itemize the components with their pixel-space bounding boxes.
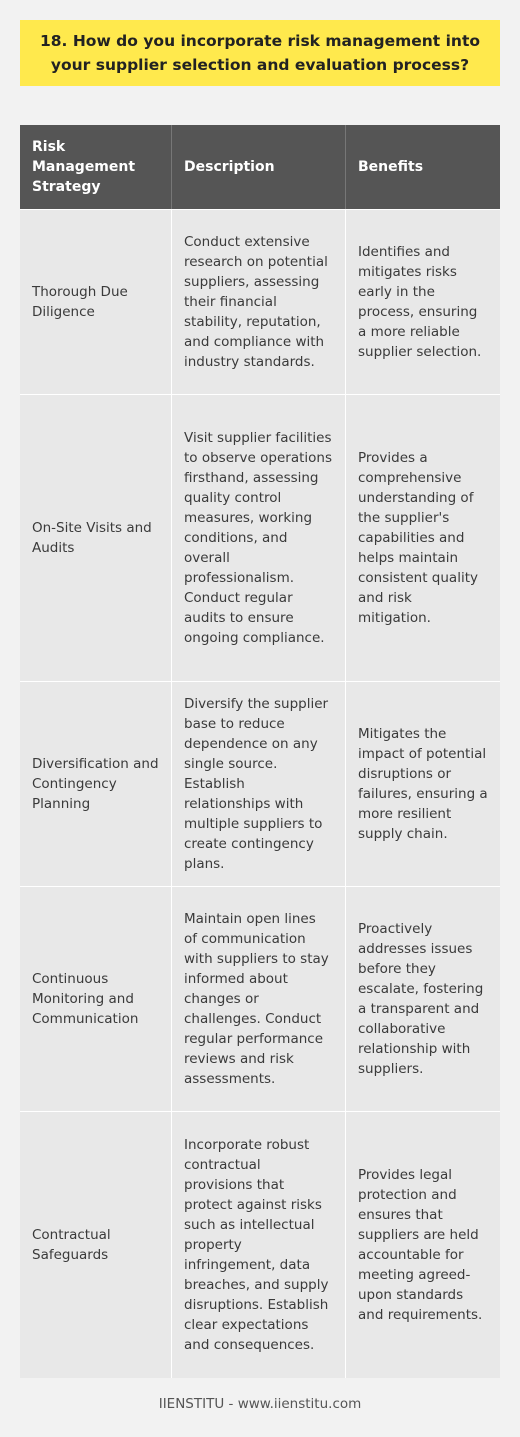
header-strategy: Risk Management Strategy — [20, 125, 172, 209]
cell-description: Conduct extensive research on potential suppliers, assessing their financial stability, reputation, and compliance with industry standards. — [172, 210, 346, 394]
cell-description: Diversify the supplier base to reduce dependence on any single source. Establish relationships with multiple suppliers to create contingency plans. — [172, 682, 346, 886]
table-row — [20, 886, 500, 1111]
table-row — [20, 1111, 500, 1378]
cell-benefits: Proactively addresses issues before they escalate, fostering a transparent and collaborative relationship with suppliers. — [358, 921, 484, 1077]
cell-description: Maintain open lines of communication with suppliers to stay informed about changes or challenges. Conduct regular performance reviews and risk assessments. — [172, 887, 346, 1111]
table-row — [20, 394, 500, 681]
cell-strategy: Thorough Due Diligence — [20, 210, 172, 394]
cell-description: Visit supplier facilities to observe operations firsthand, assessing quality control measures, working conditions, and overall professionalism. Conduct regular audits to ensure ongoing compliance. — [172, 395, 346, 681]
cell-benefits: Provides a comprehensive understanding of the supplier's capabilities and helps maintain consistent quality and risk mitigation. — [358, 450, 478, 626]
table-row — [20, 209, 500, 394]
cell-strategy: Contractual Safeguards — [20, 1112, 172, 1378]
table-row — [20, 681, 500, 886]
cell-strategy: Continuous Monitoring and Communication — [20, 887, 172, 1111]
strategy-table — [20, 125, 500, 1378]
cell-description: Incorporate robust contractual provisions that protect against risks such as intellectual property infringement, data breaches, and supply disruptions. Establish clear expectations and consequences. — [172, 1112, 346, 1378]
footer-credit: IIENSTITU - www.iienstitu.com — [158, 1396, 362, 1412]
title-banner — [20, 20, 500, 86]
table-header — [20, 125, 500, 209]
cell-benefits: Identifies and mitigates risks early in the process, ensuring a more reliable supplier selection. — [358, 244, 482, 360]
header-benefits: Benefits — [358, 159, 424, 175]
header-description: Description — [172, 125, 346, 209]
cell-strategy: On-Site Visits and Audits — [20, 395, 172, 681]
page-title: 18. How do you incorporate risk management into your supplier selection and evaluation process? — [39, 32, 481, 74]
cell-benefits: Mitigates the impact of potential disruptions or failures, ensuring a more resilient supply chain. — [358, 726, 488, 842]
cell-strategy: Diversification and Contingency Planning — [20, 682, 172, 886]
cell-benefits: Provides legal protection and ensures that suppliers are held accountable for meeting agreed-upon standards and requirements. — [358, 1167, 483, 1323]
